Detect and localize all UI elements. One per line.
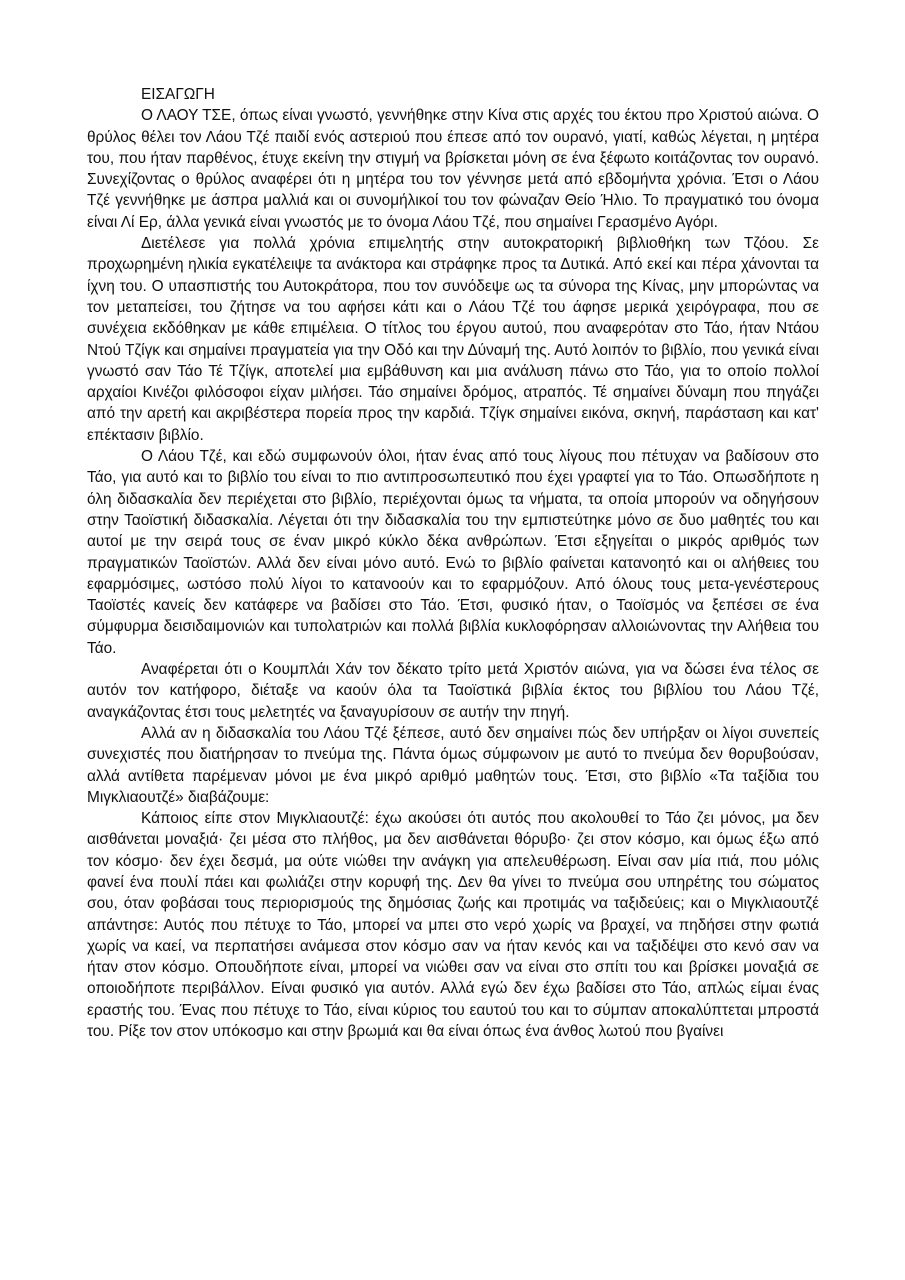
paragraph-4: Αναφέρεται ότι ο Κουμπλάι Χάν τον δέκατο τρίτο μετά Χριστόν αιώνα, για να δώσει ένα τέλος σε αυτόν τον κατήφορο, διέταξε να καούν όλα τα Ταοϊστικά βιβλία έκτος του βιβλίου του Λάου Τζέ, αναγκάζοντας έτσι τους μελετητές να ξαναγυρίσουν σε αυτήν την πηγή. <box>87 661 819 721</box>
paragraph-5: Αλλά αν η διδασκαλία του Λάου Τζέ ξέπεσε, αυτό δεν σημαίνει πώς δεν υπήρξαν οι λίγοι συνεπείς συνεχιστές που διατήρησαν το πνεύμα της. Πάντα όμως σύμφωνοιν με αυτό το πνεύμα δεν θορυβούσαν, αλλά αντίθετα παρέμεναν μόνοι με ένα μικρό αριθμό μαθητών τους. Έτσι, στο βιβλίο «Τα ταξίδια του Μιγκλιαουτζέ» διαβάζουμε: <box>87 724 819 806</box>
document-page <box>87 84 819 1042</box>
section-heading: ΕΙΣΑΓΩΓΗ <box>141 86 215 103</box>
paragraph-6: Κάποιος είπε στον Μιγκλιαουτζέ: έχω ακούσει ότι αυτός που ακολουθεί το Τάο ζει μόνος, μα δεν αισθάνεται μοναξιά· ζει μέσα στο πλήθος, μα δεν αισθάνεται θόρυβο· ζει στον κόσμο, και όμως έξω από τον κόσμο· δεν έχει δεσμά, μα ούτε νιώθει την ανάγκη για απελευθέρωση. Είναι σαν μία ιτιά, που μόλις φανεί ένα πουλί πάει και φωλιάζει στην κορυφή της. Δεν θα γίνει το πνεύμα σου υπηρέτης του σώματος σου, όταν φοβάσαι τους περιορισμούς της δημόσιας ζωής και προτιμάς να ταξιδεύεις; και ο Μιγκλιαουτζέ απάντησε: Αυτός που πέτυχε το Τάο, μπορεί να μπει στο νερό χωρίς να βραχεί, να πηδήσει στην φωτιά χωρίς να καεί, να περπατήσει ανάμεσα στον κόσμο σαν να ήταν κενός και να ταξιδέψει στο κενό σαν να ήταν στον κόσμο. Οπουδήποτε είναι, μπορεί να νιώθει σαν να είναι στο σπίτι του και βρίσκει μοναξιά σε οποιοδήποτε περιβάλλον. Είναι φυσικό για αυτόν. Αλλά εγώ δεν έχω βαδίσει στο Τάο, απλώς είμαι ένας εραστής του. Ένας που πέτυχε το Τάο, είναι κύριος του εαυτού του και το σύμπαν αποκαλύπτεται μπροστά του. Ρίξε τον στον υπόκοσμο και στην βρωμιά και θα είναι όπως ένα άνθος λωτού που βγαίνει <box>87 810 819 1041</box>
paragraph-1: Ο ΛΑΟΥ ΤΣΕ, όπως είναι γνωστό, γεννήθηκε στην Κίνα στις αρχές του έκτου προ Χριστού αιώνα. Ο θρύλος θέλει τον Λάου Τζέ παιδί ενός αστεριού που έπεσε από τον ουρανό, γιατί, καθώς λέγεται, η μητέρα του, που ήταν παρθένος, έτυχε εκείνη την στιγμή να βρίσκεται μόνη σε ένα ξέφωτο κοιτάζοντας τον ουρανό. Συνεχίζοντας ο θρύλος αναφέρει ότι η μητέρα του τον γέννησε μετά από εβδομήντα χρόνια. Έτσι ο Λάου Τζέ γεννήθηκε με άσπρα μαλλιά και οι συνομήλικοί του τον φώναζαν Θείο Ήλιο. Το πραγματικό του όνομα είναι Λί Ερ, άλλα γενικά είναι γνωστός με το όνομα Λάου Τζέ, που σημαίνει Γερασμένο Αγόρι. <box>87 107 819 231</box>
paragraph-3: Ο Λάου Τζέ, και εδώ συμφωνούν όλοι, ήταν ένας από τους λίγους που πέτυχαν να βαδίσουν στο Τάο, για αυτό και το βιβλίο του είναι το πιο αντιπροσωπευτικό που έχει γραφτεί για το Τάο. Οπωσδήποτε η όλη διδασκαλία δεν περιέχεται στο βιβλίο, περιέχονται όμως τα νήματα, τα οποία μπορούν να οδηγήσουν στην Ταοϊστική διδασκαλία. Λέγεται ότι την διδασκαλία του την εμπιστεύτηκε μόνο σε δυο μαθητές του και αυτοί με την σειρά τους σε έναν μικρό κύκλο δέκα ανθρώπων. Έτσι εξηγείται ο μικρός αριθμός των πραγματικών Ταοϊστών. Αλλά δεν είναι μόνο αυτό. Ενώ το βιβλίο φαίνεται κατανοητό και οι αλήθειες του εφαρμόσιμες, ωστόσο πολύ λίγοι το κατανοούν και το εφαρμόζουν. Από όλους τους μετα-γενέστερους Ταοϊστές κανείς δεν κατάφερε να βαδίσει στο Τάο. Έτσι, φυσικό ήταν, ο Ταοϊσμός να ξεπέσει σε ένα σύμφυρμα δεισιδαιμονιών και τυπολατριών και πολλά βιβλία κυκλοφόρησαν αλλοιώνοντας την Αλήθεια του Τάο. <box>87 448 819 657</box>
paragraph-2: Διετέλεσε για πολλά χρόνια επιμελητής στην αυτοκρατορική βιβλιοθήκη των Τζόου. Σε προχωρημένη ηλικία εγκατέλειψε τα ανάκτορα και στράφηκε προς τα Δυτικά. Από εκεί και πέρα χάνονται τα ίχνη του. Ο υπασπιστής του Αυτοκράτορα, που τον συνόδεψε ως τα σύνορα της Κίνας, μην μπορώντας να τον μεταπείσει, του ζήτησε να του αφήσει κάτι και ο Λάου Τζέ του άφησε μερικά χειρόγραφα, που σε συνέχεια εκδόθηκαν με κάθε επιμέλεια. Ο τίτλος του έργου αυτού, που αναφερόταν στο Τάο, ήταν Ντάου Ντού Τζίγκ και σημαίνει πραγματεία για την Οδό και την Δύναμή της. Αυτό λοιπόν το βιβλίο, που γενικά είναι γνωστό σαν Τάο Τέ Τζίγκ, αποτελεί μια εμβάθυνση και μια ανάλυση πάνω στο Τάο, για το οποίο πολλοί αρχαίοι Κινέζοι φιλόσοφοι είχαν μιλήσει. Τάο σημαίνει δρόμος, ατραπός. Τέ σημαίνει δύναμη που πηγάζει από την αρετή και ακριβέστερα πορεία προς την καρδιά. Τζίγκ σημαίνει εικόνα, σκηνή, παράσταση και κατ' επέκτασιν βιβλίο. <box>87 235 819 444</box>
